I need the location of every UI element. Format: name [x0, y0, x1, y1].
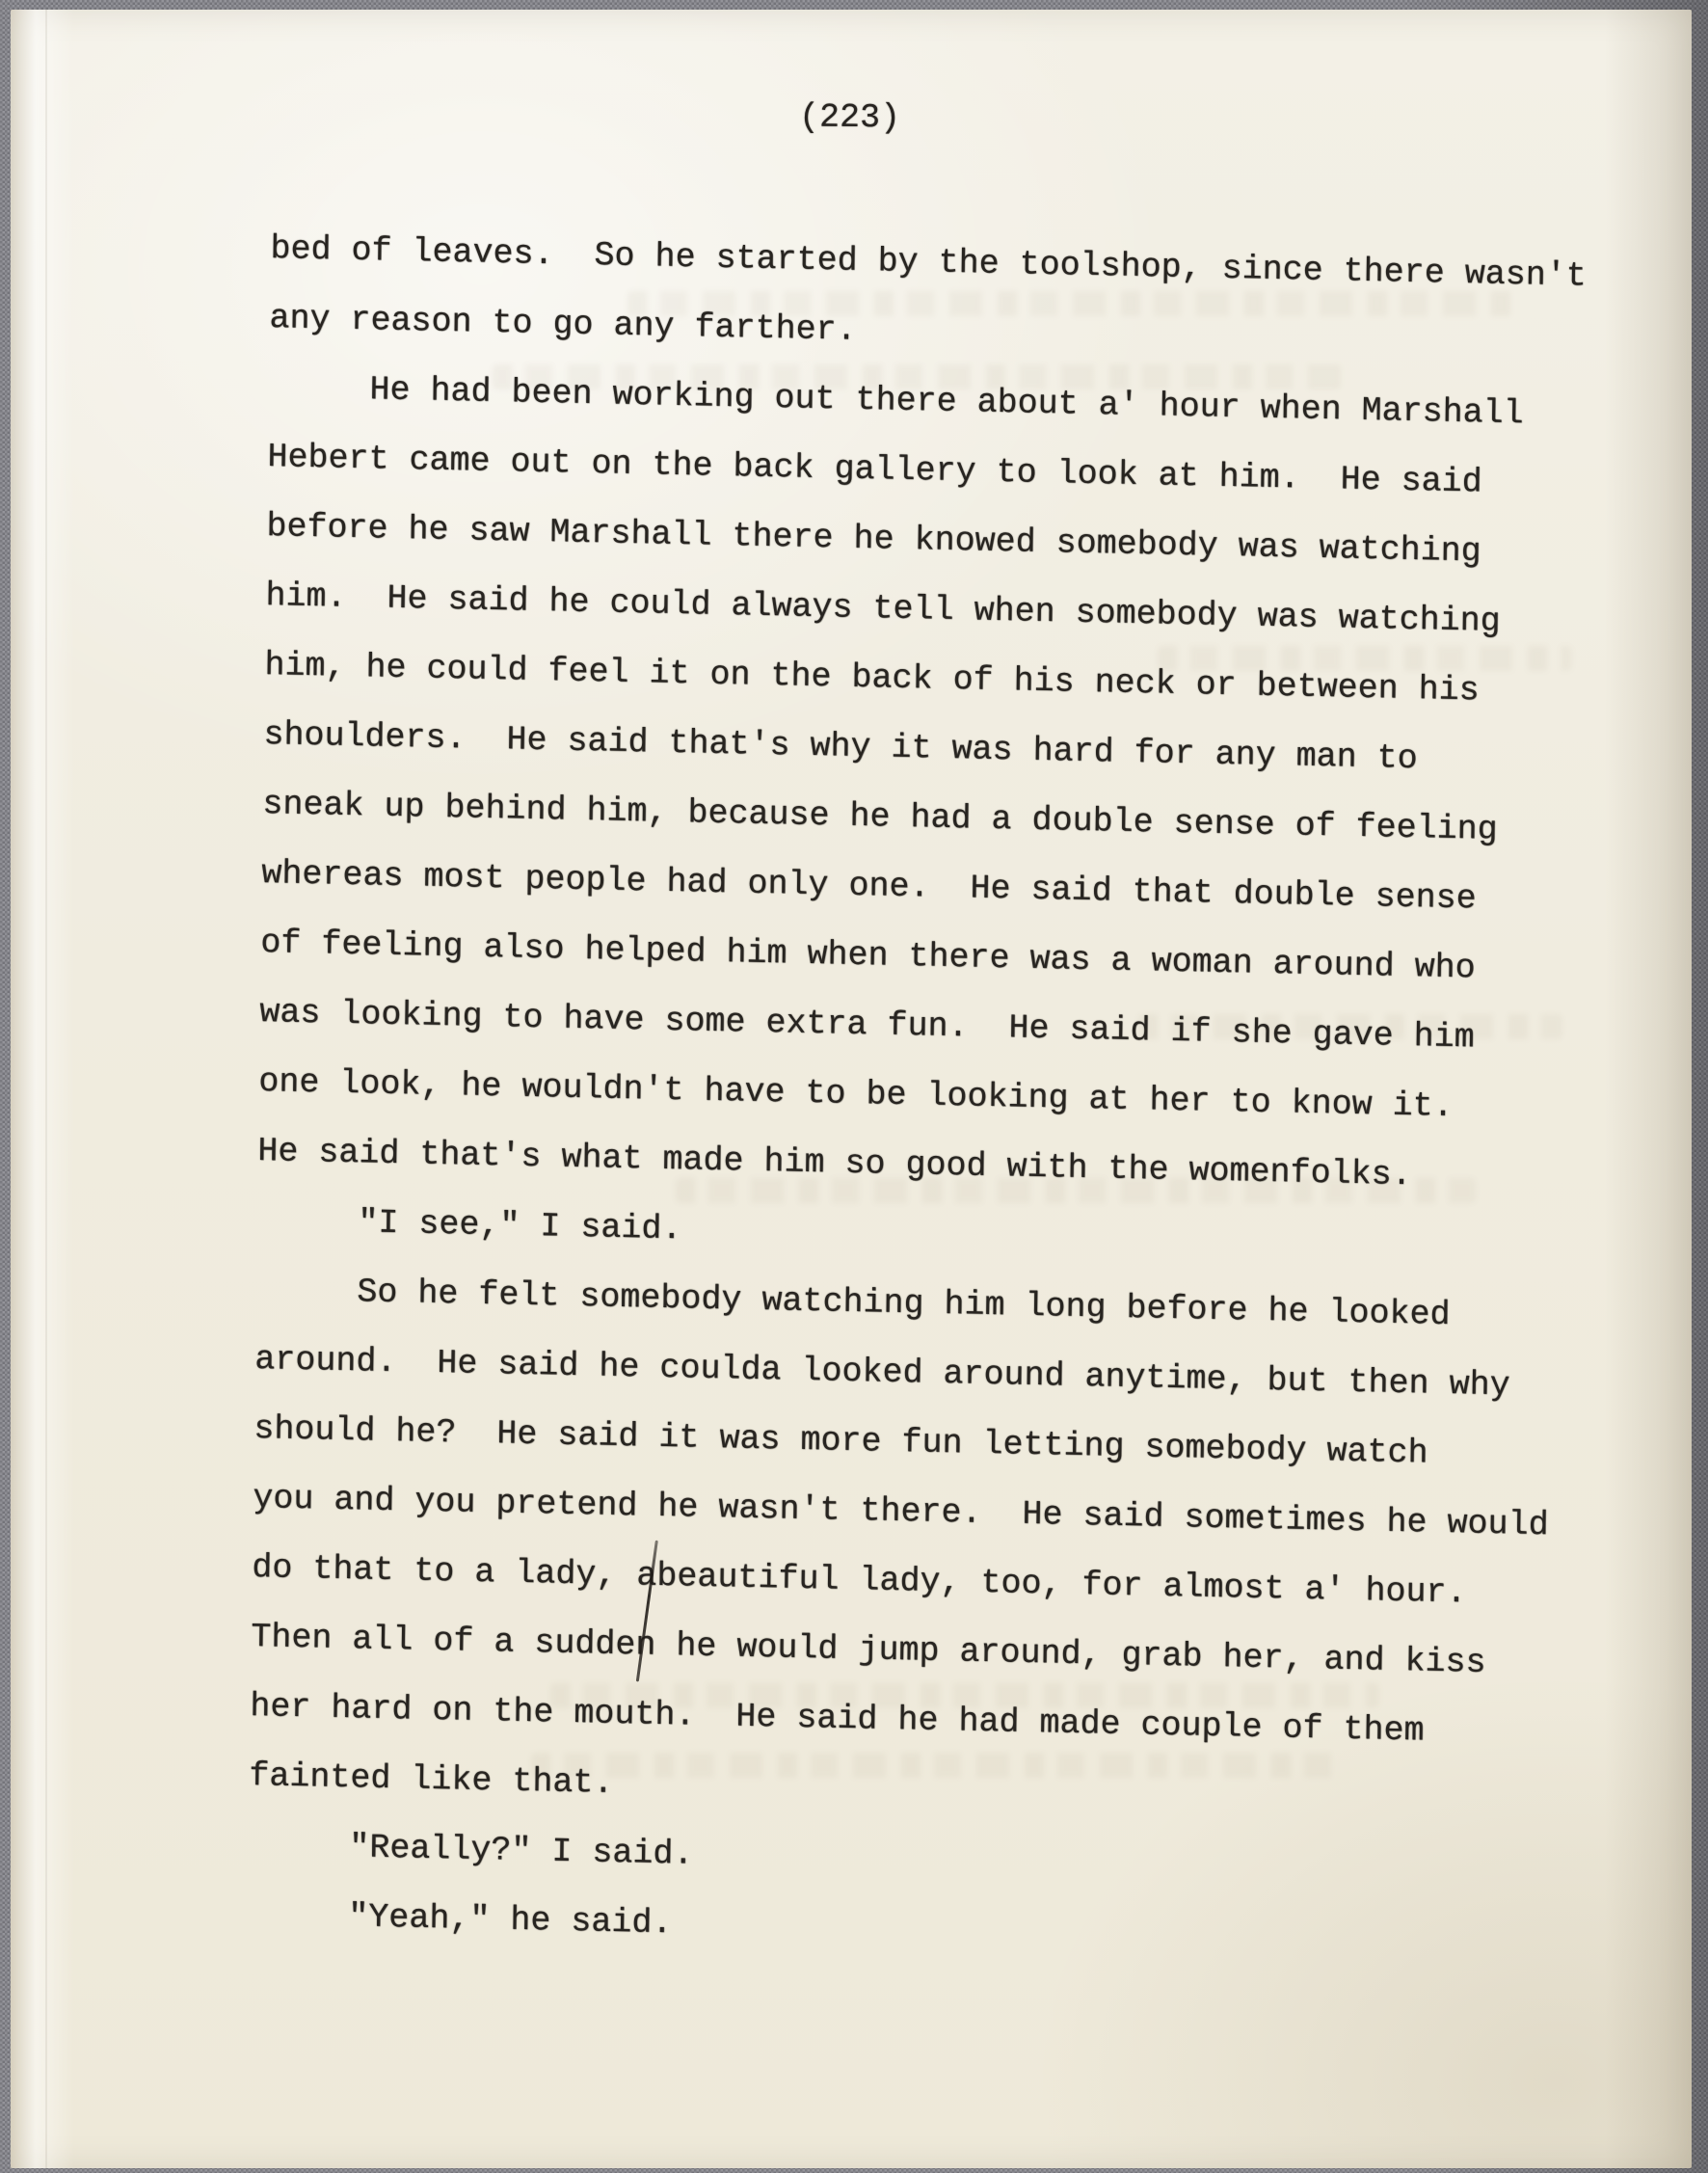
page-number: (223)	[798, 97, 901, 138]
text-line: Then all of a sudden he would jump around, grab her, and kiss	[251, 1618, 1486, 1682]
text-line: him. He said he could always tell when somebody was watching	[265, 577, 1501, 641]
text-line: one look, he wouldn't have to be looking at her to know it.	[258, 1062, 1454, 1127]
text-line: before he saw Marshall there he knowed somebody was watching	[266, 507, 1481, 572]
text-line: should he? He said it was more fun letting somebody watch	[254, 1409, 1428, 1473]
typed-lines	[247, 214, 1649, 1978]
text-line: He said that's what made him so good with the womenfolks.	[257, 1132, 1412, 1195]
text-line: So he felt somebody watching him long before he looked	[357, 1273, 1451, 1335]
text-line: fainted like that.	[249, 1757, 614, 1803]
text-line: any reason to go any farther.	[269, 299, 857, 350]
manuscript-page	[11, 10, 1692, 2168]
text-after-mark: beautiful lady, too, for almost a' hour.	[656, 1556, 1467, 1613]
text-line: whereas most people had only one. He said that double sense	[261, 854, 1477, 919]
text-line: "I see," I said.	[358, 1203, 682, 1249]
text-line: bed of leaves. So he started by the toolshop, since there wasn't	[270, 229, 1588, 296]
text-line: "Yeah," he said.	[348, 1897, 673, 1944]
text-line: her hard on the mouth. He said he had made couple of them	[250, 1687, 1425, 1751]
text-line: around. He said he coulda looked around anytime, but then why	[254, 1340, 1510, 1406]
text-line: you and you pretend he wasn't there. He said sometimes he would	[253, 1479, 1549, 1545]
text-line: him, he could feel it on the back of his neck or between his	[264, 646, 1480, 711]
text-line: was looking to have some extra fun. He said if she gave him	[259, 993, 1475, 1058]
text-line: of feeling also helped him when there was a woman around who	[260, 924, 1476, 988]
text-line: sneak up behind him, because he had a double sense of feeling	[262, 785, 1498, 849]
text-line: Hebert came out on the back gallery to look at him. He said	[267, 438, 1482, 502]
text-line: He had been working out there about a' hour when Marshall	[369, 370, 1524, 434]
text-line: shoulders. He said that's why it was hard for any man to	[263, 715, 1418, 779]
text-before-mark: do that to a lady, a	[252, 1548, 657, 1596]
text-line: "Really?" I said.	[349, 1828, 694, 1874]
